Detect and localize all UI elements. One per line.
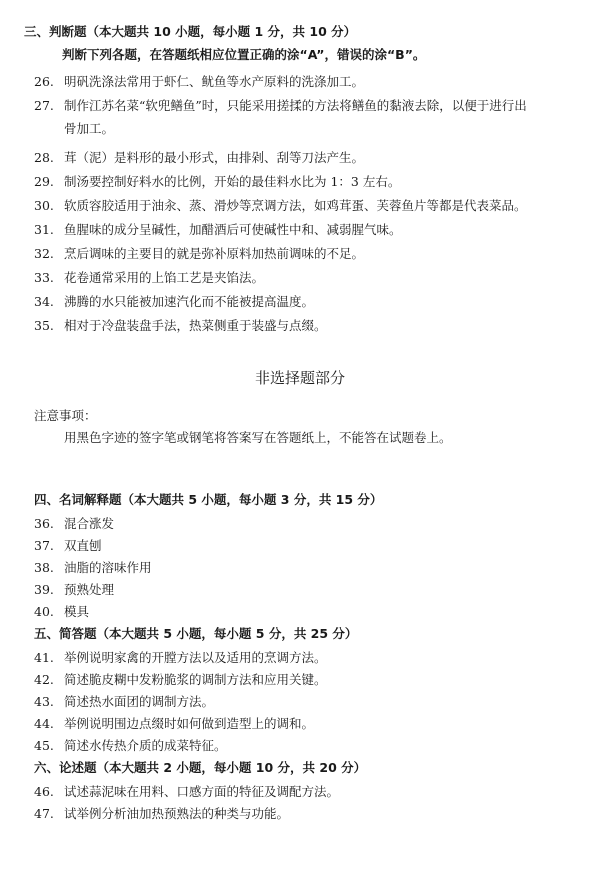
question-35 [34, 318, 327, 334]
question-number: 37. [34, 538, 54, 553]
question-number: 42. [34, 672, 54, 687]
question-number: 29. [34, 174, 54, 189]
question-text: 茸（泥）是料形的最小形式，由排剁、刮等刀法产生。 [64, 150, 365, 165]
question-30 [34, 198, 527, 214]
question-text: 双直刨 [64, 538, 102, 553]
question-number: 34. [34, 294, 54, 309]
question-text: 软质容胶适用于油汆、蒸、滑炒等烹调方法，如鸡茸蛋、芙蓉鱼片等都是代表菜品。 [64, 198, 527, 213]
question-number: 33. [34, 270, 54, 285]
question-47 [34, 806, 289, 822]
notice-label: 注意事项： [34, 408, 97, 423]
question-27 [34, 98, 527, 114]
question-number: 44. [34, 716, 54, 731]
question-39 [34, 582, 114, 598]
part-title: 非选择题部分 [254, 369, 345, 387]
question-26 [34, 74, 364, 90]
question-text: 模具 [64, 604, 90, 619]
section3-title: 三、判断题 [24, 24, 87, 39]
section6-title: 六、论述题 [34, 760, 97, 775]
question-text: 简述热水面团的调制方法。 [64, 694, 215, 709]
question-text: 沸腾的水只能被加速汽化而不能被提高温度。 [64, 294, 315, 309]
section6-heading [34, 760, 366, 776]
section3-heading [24, 24, 356, 40]
question-42 [34, 672, 327, 688]
question-number: 36. [34, 516, 54, 531]
question-number: 32. [34, 246, 54, 261]
section5-heading [34, 626, 357, 642]
question-text: 举例说明围边点缀时如何做到造型上的调和。 [64, 716, 315, 731]
question-36 [34, 516, 114, 532]
question-number: 39. [34, 582, 54, 597]
question-40 [34, 604, 89, 620]
question-number: 27. [34, 98, 54, 113]
section3-instruction: 判断下列各题，在答题纸相应位置正确的涂“A”，错误的涂“B”。 [62, 47, 426, 62]
question-number: 45. [34, 738, 54, 753]
question-text: 预熟处理 [64, 582, 115, 597]
question-37 [34, 538, 102, 554]
question-46 [34, 784, 339, 800]
question-text: 花卷通常采用的上馅工艺是夹馅法。 [64, 270, 265, 285]
section4-title: 四、名词解释题 [34, 492, 122, 507]
question-33 [34, 270, 264, 286]
question-number: 31. [34, 222, 54, 237]
section6-note: （本大题共 2 小题，每小题 10 分，共 20 分） [96, 760, 367, 775]
section5-title: 五、简答题 [34, 626, 97, 641]
question-text: 试述蒜泥味在用料、口感方面的特征及调配方法。 [64, 784, 340, 799]
question-number: 47. [34, 806, 54, 821]
question-text: 油脂的溶味作用 [64, 560, 152, 575]
section4-note: （本大题共 5 小题，每小题 3 分，共 15 分） [121, 492, 383, 507]
question-number: 35. [34, 318, 54, 333]
question-number: 40. [34, 604, 54, 619]
question-28 [34, 150, 364, 166]
notice-text: 用黑色字迹的签字笔或钢笔将答案写在答题纸上，不能答在试题卷上。 [64, 430, 452, 445]
section3-note: （本大题共 10 小题，每小题 1 分，共 10 分） [86, 24, 357, 39]
question-text: 制作江苏名菜“软兜鳝鱼”时，只能采用搓揉的方法将鳝鱼的黏液去除，以便于进行出 [64, 98, 527, 113]
question-number: 30. [34, 198, 54, 213]
question-31 [34, 222, 402, 238]
question-text: 试举例分析油加热预熟法的种类与功能。 [64, 806, 290, 821]
section4-heading [34, 492, 382, 508]
question-number: 46. [34, 784, 54, 799]
question-45 [34, 738, 227, 754]
question-text: 鱼腥味的成分呈碱性，加醋酒后可使碱性中和、减弱腥气味。 [64, 222, 402, 237]
question-number: 43. [34, 694, 54, 709]
question-number: 41. [34, 650, 54, 665]
question-text: 简述脆皮糊中发粉脆浆的调制方法和应用关键。 [64, 672, 327, 687]
question-41 [34, 650, 327, 666]
question-number: 26. [34, 74, 54, 89]
question-text: 相对于冷盘装盘手法，热菜侧重于装盛与点缀。 [64, 318, 327, 333]
question-text: 简述水传热介质的成菜特征。 [64, 738, 227, 753]
question-number: 38. [34, 560, 54, 575]
question-32 [34, 246, 364, 262]
question-44 [34, 716, 314, 732]
question-number: 28. [34, 150, 54, 165]
section5-note: （本大题共 5 小题，每小题 5 分，共 25 分） [96, 626, 358, 641]
question-43 [34, 694, 214, 710]
question-34 [34, 294, 314, 310]
question-text: 明矾洗涤法常用于虾仁、鱿鱼等水产原料的洗涤加工。 [64, 74, 365, 89]
question-text: 制汤要控制好料水的比例，开始的最佳料水比为 1：3 左右。 [64, 174, 401, 189]
question-38 [34, 560, 152, 576]
question-text: 烹后调味的主要目的就是弥补原料加热前调味的不足。 [64, 246, 365, 261]
question-29 [34, 174, 400, 190]
question-text: 举例说明家禽的开膛方法以及适用的烹调方法。 [64, 650, 327, 665]
question-text: 混合涨发 [64, 516, 115, 531]
question-27-continued: 骨加工。 [64, 121, 115, 136]
